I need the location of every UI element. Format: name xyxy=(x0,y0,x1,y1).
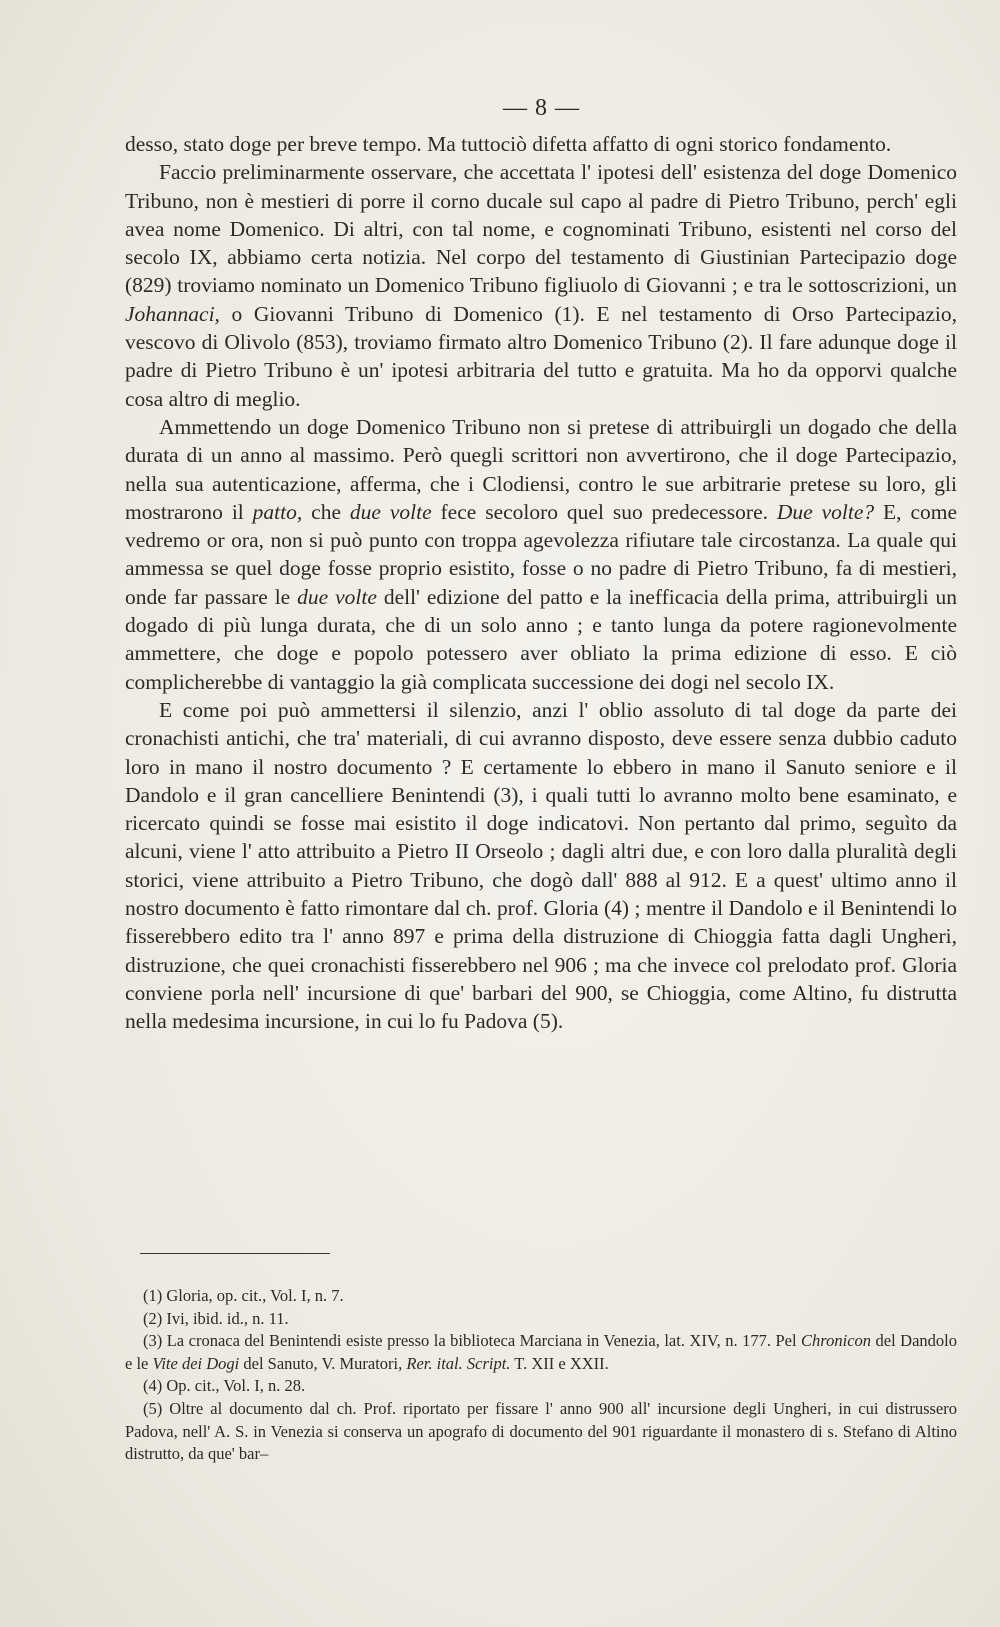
text-run: (4) Op. cit., Vol. I, n. 28. xyxy=(143,1376,306,1396)
italic-text: patto, xyxy=(252,499,303,524)
page-number: — 8 — xyxy=(503,95,580,121)
text-run: (3) La cronaca del Benintendi esiste presso la biblioteca Marciana in Venezia, lat. XIV, n. 177. Pel xyxy=(143,1331,802,1351)
body-paragraph xyxy=(125,158,957,413)
text-run: che xyxy=(302,499,350,524)
text-run: desso, stato doge per breve tempo. Ma tuttociò difetta affatto di ogni storico fondamento. xyxy=(125,132,892,156)
text-run: T. XII e XXII. xyxy=(510,1353,609,1373)
italic-text: Due volte? xyxy=(776,499,875,524)
italic-text: due volte xyxy=(297,584,377,609)
footnote xyxy=(125,1398,957,1466)
text-run: (1) Gloria, op. cit., Vol. I, n. 7. xyxy=(143,1286,344,1305)
footnote xyxy=(125,1330,957,1375)
text-run: Ammettendo un doge Domenico Tribuno non si pretese di attribuirgli un dogado che della durata di un anno al massimo. Però quegli scrittori non avvertirono, che il doge Partecipazio, nella sua autenticazione, afferma, che i Clodiensi, contro le sue arbitrarie pretese su loro, gli mostrarono il xyxy=(125,414,957,524)
text-run: E, come vedremo or ora, non si può punto con troppa agevolezza rifiutare tale circostanza. La quale qui ammessa se quel doge fosse proprio esistito, fosse o no padre di Pietro Tribuno, fa di mestieri, onde far passare le xyxy=(125,499,958,609)
body-paragraph xyxy=(125,696,957,1036)
italic-text: due volte xyxy=(349,499,432,524)
footnotes xyxy=(125,1285,957,1466)
footnote xyxy=(125,1308,957,1331)
text-run: del Sanuto, V. Muratori, xyxy=(239,1353,407,1373)
text-run: E come poi può ammettersi il silenzio, anzi l' oblio assoluto di tal doge da parte dei cronachisti antichi, che tra' materiali, di cui avranno disposto, deve essere senza dubbio caduto loro in mano il nostro documento ? E certamente lo ebbero in mano il Sanuto seniore e il Dandolo e il gran cancelliere Benintendi (3), i quali tutti lo avranno molto bene esaminato, e ricercato quindi se fosse mai esistito il doge indicatovi. Non pertanto dal primo, seguìto da alcuni, viene l' atto attribuito a Pietro II Orseolo ; dagli altri due, e con loro dalla pluralità degli storici, viene attribuito a Pietro Tribuno, che dogò dall' 888 al 912. E a quest' ultimo anno il nostro documento è fatto rimontare dal ch. prof. Gloria (4) ; mentre il Dandolo e il Benintendi lo fisserebbero edito tra l' anno 897 e prima della distruzione di Chioggia fatta dagli Ungheri, distruzione, che quei cronachisti fisserebbero nel 906 ; ma che invece col prelodato prof. Gloria conviene porla nell' incursione di que' barbari del 900, se Chioggia, come Altino, fu distrutta nella medesima incursione, in cui lo fu Padova (5). xyxy=(125,697,957,1034)
italic-text: Johannaci, xyxy=(125,301,220,326)
italic-text: Chronicon xyxy=(801,1331,872,1351)
text-run: (5) Oltre al documento dal ch. Prof. riportato per fissare l' anno 900 all' incursione degli Ungheri, in cui distrussero Padova, nell' A. S. in Venezia si conserva un apografo di documento del 901 riguardante il monastero di s. Stefano di Altino distrutto, da que' bar– xyxy=(125,1398,957,1464)
text-run: del Dandolo e le xyxy=(125,1331,957,1373)
body-paragraph xyxy=(125,130,957,158)
body-paragraph xyxy=(125,413,957,696)
italic-text: Rer. ital. Script. xyxy=(406,1353,511,1373)
body-text xyxy=(125,130,957,1036)
text-run: Faccio preliminarmente osservare, che accettata l' ipotesi dell' esistenza del doge Domenico Tribuno, non è mestieri di porre il corno ducale sul capo al padre di Pietro Tribuno, perch' egli avea nome Domenico. Di altri, con tal nome, e cognominati Tribuno, esistenti nel corso del secolo IX, abbiamo certa notizia. Nel corpo del testamento di Giustinian Partecipazio doge (829) troviamo nominato un Domenico Tribuno figliuolo di Giovanni ; e tra le sottoscrizioni, un xyxy=(125,160,957,298)
footnote xyxy=(125,1375,957,1398)
text-run: o Giovanni Tribuno di Domenico (1). E nel testamento di Orso Partecipazio, vescovo di Olivolo (853), troviamo firmato altro Domenico Tribuno (2). Il fare adunque doge il padre di Pietro Tribuno è un' ipotesi arbitraria del tutto e gratuita. Ma ho da opporvi qualche cosa altro di meglio. xyxy=(125,301,957,411)
text-run: (2) Ivi, ibid. id., n. 11. xyxy=(143,1308,289,1328)
footnote xyxy=(125,1285,957,1308)
text-run: dell' edizione del patto e la inefficacia della prima, attribuirgli un dogado di più lunga durata, che di un solo anno ; e tanto lunga da potere ragionevolmente ammettere, che doge e popolo potessero aver obliato la prima edizione di esso. E ciò complicherebbe di vantaggio la già complicata successione dei dogi nel secolo IX. xyxy=(125,584,957,694)
footnote-separator xyxy=(140,1253,330,1254)
italic-text: Vite dei Dogi xyxy=(152,1353,240,1373)
text-run: fece secoloro quel suo predecessore. xyxy=(431,499,777,524)
